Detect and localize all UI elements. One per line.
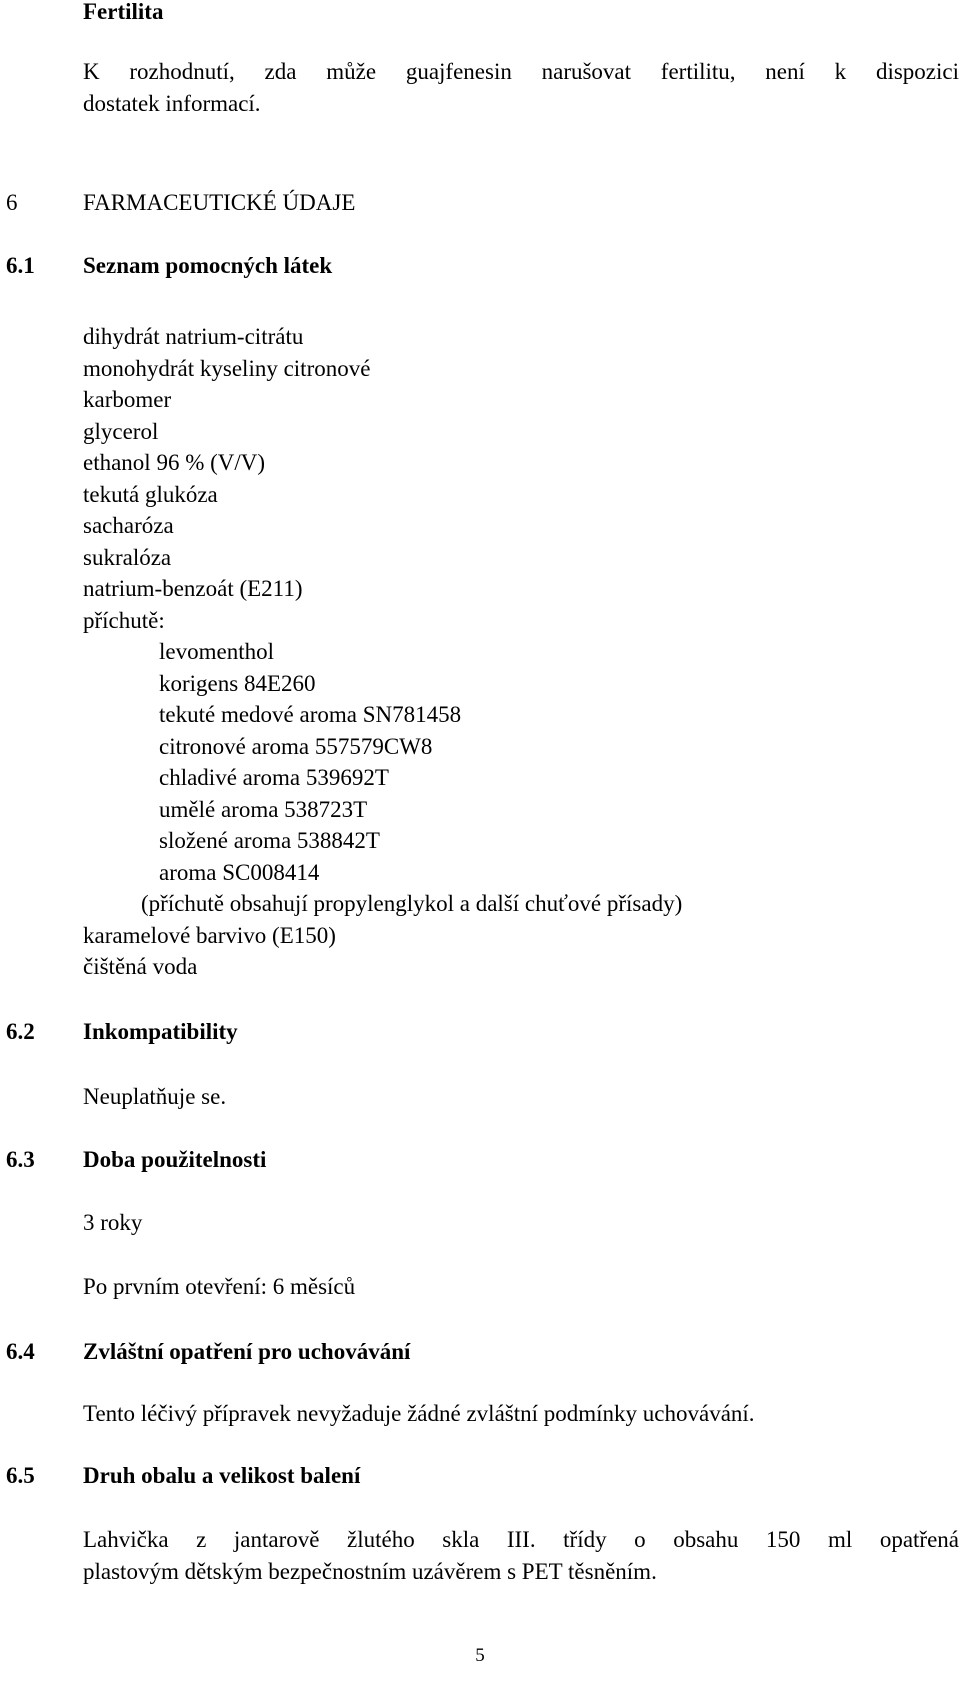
section-6-5-title: Druh obalu a velikost balení — [83, 1463, 361, 1488]
excipient-item: karamelové barvivo (E150) — [83, 922, 336, 948]
excipient-item: natrium-benzoát (E211) — [83, 576, 303, 601]
section-6-title: FARMACEUTICKÉ ÚDAJE — [83, 190, 356, 215]
excipient-item: karbomer — [83, 387, 172, 412]
excipient-item: čištěná voda — [83, 954, 198, 979]
section-6-3-text-2: Po prvním otevření: 6 měsíců — [83, 1274, 356, 1299]
excipient-item: glycerol — [83, 418, 159, 444]
excipient-item: tekutá glukóza — [83, 481, 218, 507]
section-6-3-title: Doba použitelnosti — [83, 1147, 267, 1172]
flavor-item: umělé aroma 538723T — [159, 796, 368, 822]
section-6-1-number: 6.1 — [6, 253, 35, 278]
section-6-number: 6 — [6, 190, 18, 215]
section-6-2-text: Neuplatňuje se. — [83, 1084, 227, 1109]
fertility-heading: Fertilita — [83, 0, 164, 24]
section-6-2-number: 6.2 — [6, 1019, 35, 1044]
excipient-item: dihydrát natrium-citrátu — [83, 324, 304, 349]
excipient-item: sacharóza — [83, 513, 174, 538]
excipient-item: sukralóza — [83, 544, 172, 570]
flavor-item: citronové aroma 557579CW8 — [159, 733, 433, 759]
section-6-3-text-1: 3 roky — [83, 1210, 143, 1235]
fertility-text-line-2: dostatek informací. — [83, 91, 261, 116]
page-number: 5 — [475, 1645, 485, 1666]
section-6-1-title: Seznam pomocných látek — [83, 253, 333, 278]
section-6-5-text-line-1: Lahvička z jantarově žlutého skla III. třídy o obsahu 150 ml opatřená — [83, 1527, 959, 1552]
excipient-list — [83, 321, 682, 983]
flavor-item: korigens 84E260 — [159, 670, 316, 696]
section-6-4-number: 6.4 — [6, 1339, 35, 1364]
flavor-note: (příchutě obsahují propylenglykol a další chuťové přísady) — [141, 891, 683, 916]
flavor-item: levomenthol — [159, 639, 274, 664]
flavor-item: aroma SC008414 — [159, 859, 320, 885]
excipient-item: monohydrát kyseliny citronové — [83, 355, 371, 381]
flavor-item: složené aroma 538842T — [159, 828, 380, 853]
section-6-4-text: Tento léčivý přípravek nevyžaduje žádné zvláštní podmínky uchovávání. — [83, 1401, 755, 1426]
excipient-item-flavors-label: příchutě: — [83, 607, 165, 633]
section-6-3-number: 6.3 — [6, 1147, 35, 1172]
excipient-item: ethanol 96 % (V/V) — [83, 450, 266, 475]
fertility-text-line-1: K rozhodnutí, zda může guajfenesin narušovat fertilitu, není k dispozici — [83, 59, 959, 84]
section-6-2-title: Inkompatibility — [83, 1019, 238, 1044]
section-6-5-number: 6.5 — [6, 1463, 35, 1488]
section-6-5-text-line-2: plastovým dětským bezpečnostním uzávěrem s PET těsněním. — [83, 1559, 657, 1584]
flavor-item: chladivé aroma 539692T — [159, 765, 389, 790]
section-6-4-title: Zvláštní opatření pro uchovávání — [83, 1339, 411, 1364]
flavor-item: tekuté medové aroma SN781458 — [159, 702, 462, 727]
